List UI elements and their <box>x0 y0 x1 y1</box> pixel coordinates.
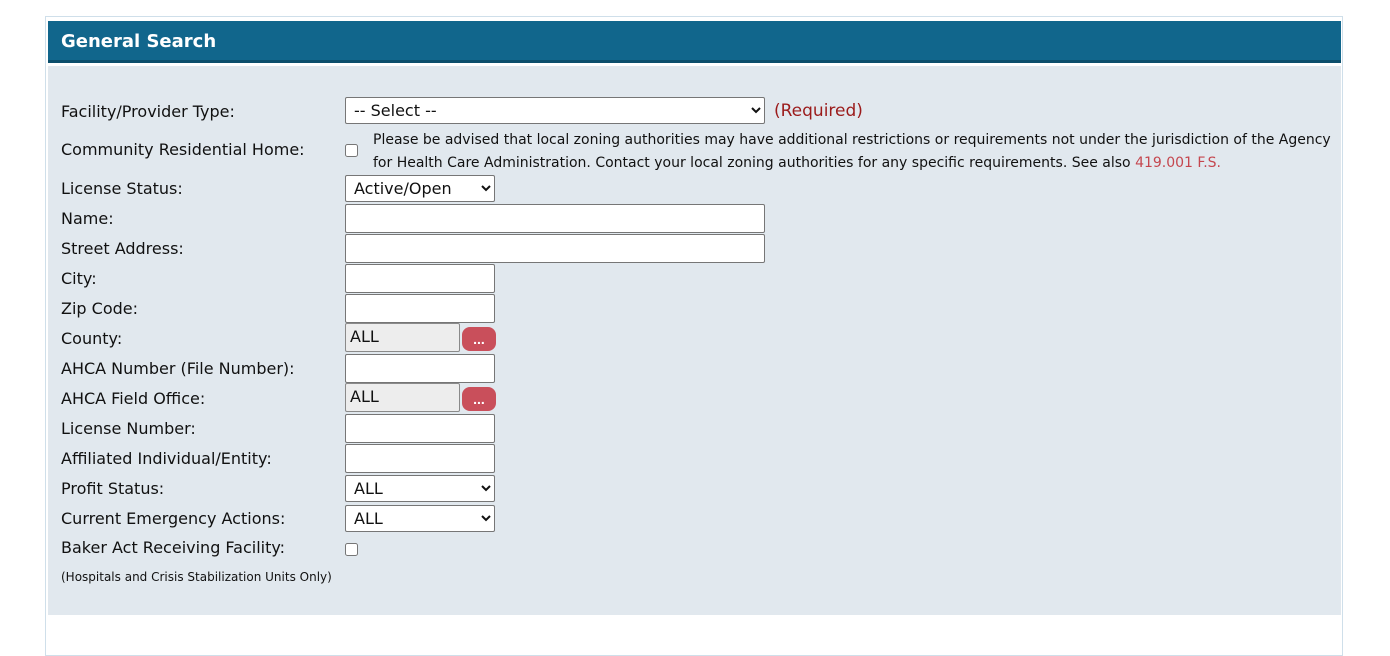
field-office-label: AHCA Field Office: <box>61 389 206 408</box>
street-address-input[interactable] <box>345 234 765 263</box>
county-display: ALL <box>345 323 460 352</box>
emergency-actions-label: Current Emergency Actions: <box>61 509 286 528</box>
section-header <box>48 21 1341 63</box>
facility-type-select[interactable] <box>345 97 765 124</box>
ahca-number-input[interactable] <box>345 354 495 383</box>
statute-link[interactable]: 419.001 F.S. <box>1135 155 1221 171</box>
required-indicator: (Required) <box>774 101 863 121</box>
county-label: County: <box>61 329 123 348</box>
license-number-input[interactable] <box>345 414 495 443</box>
affiliated-label: Affiliated Individual/Entity: <box>61 449 272 468</box>
county-picker-button[interactable]: ... <box>462 327 496 351</box>
ahca-number-label: AHCA Number (File Number): <box>61 359 295 378</box>
name-input[interactable] <box>345 204 765 233</box>
city-input[interactable] <box>345 264 495 293</box>
city-label: City: <box>61 269 97 288</box>
section-title: General Search <box>61 31 217 52</box>
baker-act-note: (Hospitals and Crisis Stabilization Units Only) <box>61 570 332 584</box>
community-home-checkbox[interactable] <box>345 144 358 157</box>
license-number-label: License Number: <box>61 419 196 438</box>
profit-status-select[interactable] <box>345 475 495 502</box>
license-status-label: License Status: <box>61 179 183 198</box>
street-address-label: Street Address: <box>61 239 184 258</box>
baker-act-label: Baker Act Receiving Facility: <box>61 538 286 557</box>
license-status-select[interactable] <box>345 175 495 202</box>
zoning-notice-text: Please be advised that local zoning authorities may have additional restrictions or requirements not under the jurisdiction of the Agency for Health Care Administration. Contact your local zoning authorities for any specific requirements. See also <box>373 132 1331 171</box>
emergency-actions-select[interactable] <box>345 505 495 532</box>
zip-code-label: Zip Code: <box>61 299 138 318</box>
community-home-label: Community Residential Home: <box>61 140 305 159</box>
field-office-picker-button[interactable]: ... <box>462 387 496 411</box>
zoning-notice <box>373 129 1333 175</box>
field-office-display: ALL <box>345 383 460 412</box>
affiliated-input[interactable] <box>345 444 495 473</box>
baker-act-checkbox[interactable] <box>345 543 358 556</box>
name-label: Name: <box>61 209 114 228</box>
profit-status-label: Profit Status: <box>61 479 165 498</box>
facility-type-label: Facility/Provider Type: <box>61 102 235 121</box>
zip-code-input[interactable] <box>345 294 495 323</box>
